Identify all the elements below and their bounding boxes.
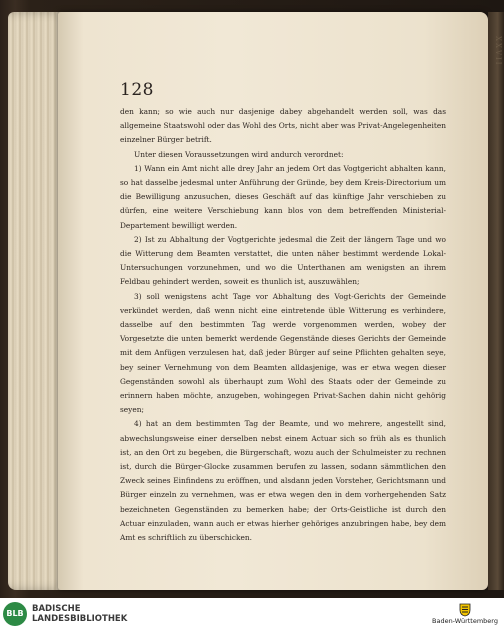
paragraph: 2) Ist zu Abhaltung der Vogtgerichte jedesmal die Zeit der längern Tage und wo die Witterung dem Beamten verstattet, die unten näher bestimmt werdende Lokal-Untersuchungen vorzunehmen, und wo die Unterthanen am wenigsten an ihrem Feldbau gehindert werden, soweit es thunlich ist, auszuwählen;: [120, 234, 446, 287]
library-branding[interactable]: [3, 602, 127, 626]
library-name-line2: LANDESBIBLIOTHEK: [32, 613, 128, 624]
state-name: Baden-Württemberg: [432, 616, 498, 625]
footer-bar: [0, 598, 504, 629]
paragraph: 4) hat an dem bestimmten Tag der Beamte, und wo mehrere, angestellt sind, abwechslungsweise einer derselben nebst einem Actuar sich so früh als es thunlich ist, an den Ort zu begeben, die Bürgerschaft, wozu auch der Schulmeister zu rechnen ist, durch die Bürger-Glocke zusammen berufen zu lassen, sodann sämmtlichen den Zweck seines Einfindens zu eröffnen, und alsdann jeden Vorsteher, Gerichtsmann und Bürger einzeln zu vernehmen, was er etwa wegen den in dem vorhergehenden Satz bezeichneten Gegenständen zu bemerken habe; der Orts-Geistliche ist durch den Actuar einzuladen, wann auch er etwas hierher gehöriges anzubringen habe, bey dem Amt es schriftlich zu überschicken.: [120, 419, 446, 543]
page-text: [120, 105, 446, 545]
blb-logo: BLB: [3, 602, 27, 626]
paragraph: den kann; so wie auch nur dasjenige dabey abgehandelt werden soll, was das allgemeine Staatswohl oder das Wohl des Orts, nicht aber was Privat-Angelegenheiten einzelner Bürger betrift.: [120, 107, 446, 145]
state-branding[interactable]: [432, 603, 498, 625]
paragraph: 3) soll wenigstens acht Tage vor Abhaltung des Vogt-Gerichts der Gemeinde verkündet werden, daß wenn nicht eine eintretende üble Witterung es verhindere, dasselbe auf den bestimmten Tag werde vorgenommen werden, wobey der Vorgesetzte die unten bemerkt werdende Gegenstände dieses Gerichts der Gemeinde mit dem Anfügen verzulesen hat, daß jeder Bürger auf seine Pflichten gehalten seye, bey seiner Vernehmung von dem Beamten alldasjenige, was er etwa wegen dieser Gegenständen sowohl als überhaupt zum Wohl des Staats oder der Gemeinde zu erinnern haben möchte, anzugeben, wohingegen Privat-Sachen dahin nicht gehörig seyen;: [120, 291, 446, 415]
coat-of-arms-icon: [459, 603, 471, 617]
library-name: [32, 604, 127, 624]
paragraph: Unter diesen Voraussetzungen wird andurch verordnet:: [134, 149, 344, 159]
paragraph: 1) Wann ein Amt nicht alle drey Jahr an jedem Ort das Vogtgericht abhalten kann, so hat dasselbe jedesmal unter Anführung der Gründe, bey dem Kreis-Directorium um die Bewilligung anzusuchen, dieses Geschäft auf das künftige Jahr verschieben zu dürfen, eine weitere Verschiebung kann blos von dem betreffenden Ministerial-Departement bewilligt werden.: [120, 163, 446, 230]
edge-mark: XXVII: [494, 36, 502, 67]
library-name-line1: BADISCHE: [32, 603, 81, 614]
page-number: 128: [120, 80, 154, 100]
